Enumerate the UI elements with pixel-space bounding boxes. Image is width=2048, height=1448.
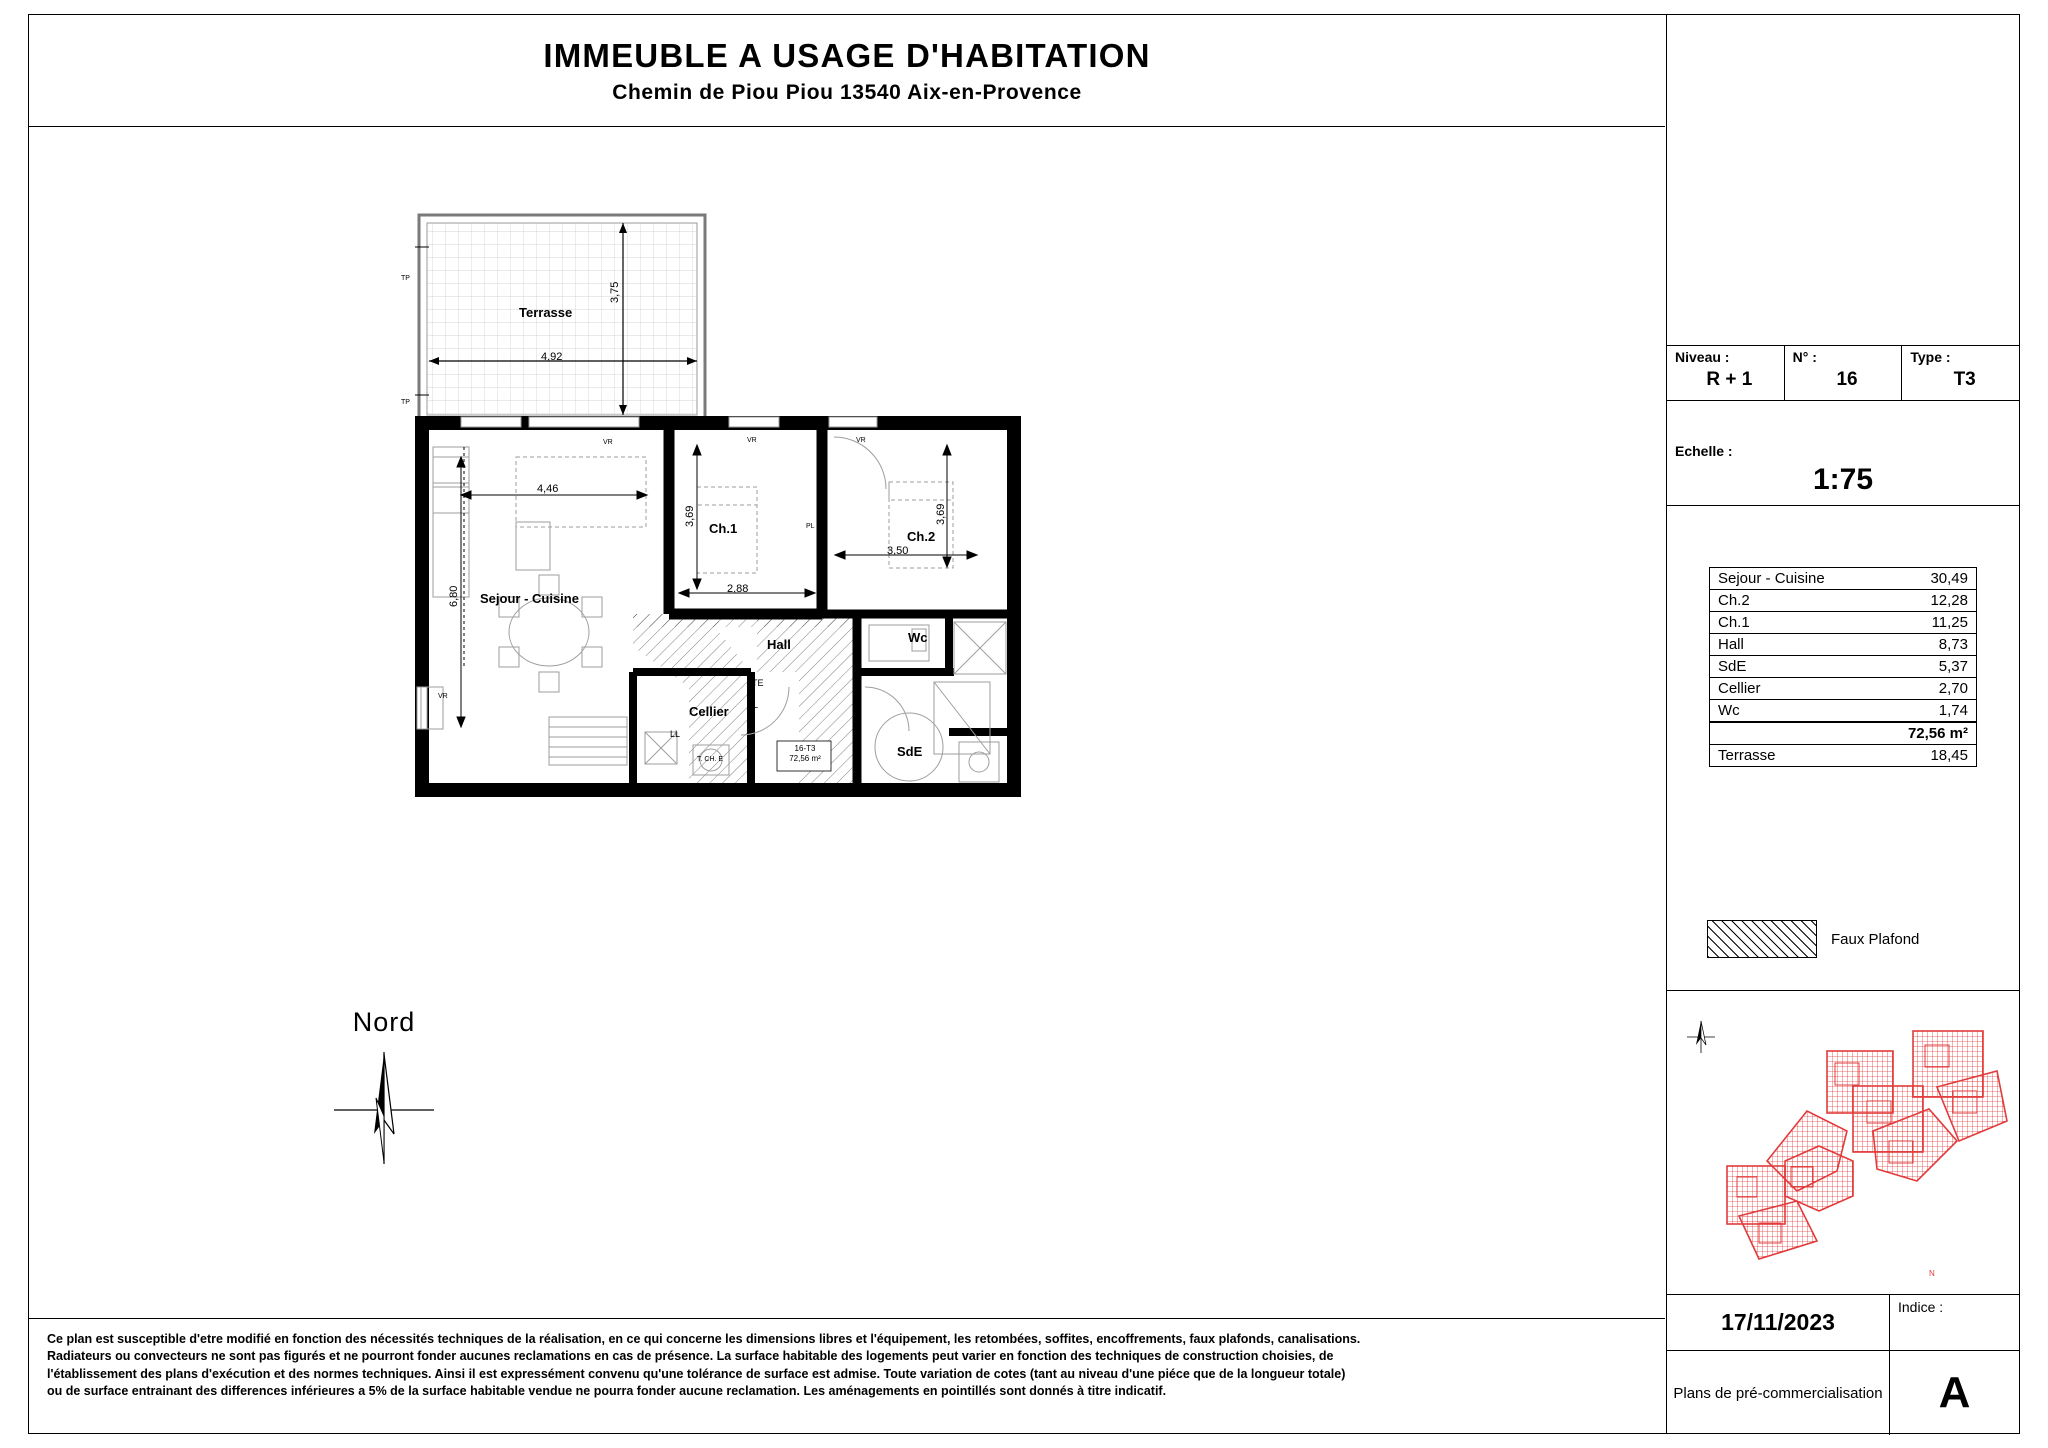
surface-name-terrasse: Terrasse — [1718, 747, 1776, 764]
surface-name: Cellier — [1718, 680, 1761, 697]
surface-name: Sejour - Cuisine — [1718, 570, 1825, 587]
tag-tche: T. CH. E — [697, 756, 724, 763]
surface-value: 8,73 — [1938, 636, 1968, 653]
tag-pl-1: PL — [806, 523, 815, 530]
room-label-sde: SdE — [897, 744, 923, 759]
surface-name: Hall — [1718, 636, 1744, 653]
disclaimer-line-3: l'établissement des plans d'exécution et des normes techniques. Ainsi il est expressément convenu qu'une tolérance de surface est admise. Toute variation de cotes (tant au niveau d'une piéce que de la longueur totale) — [47, 1366, 1346, 1381]
surface-total-value: 72,56 m² — [1907, 725, 1968, 742]
dimension-terrasse-width: 4,92 — [541, 351, 563, 363]
disclaimer-line-4: ou de surface entrainant des differences inférieures a 5% de la surface habitable vendue ne pourra fonder aucune reclamation. Les aménagements en pointillés sont donnés à titre indicatif. — [47, 1383, 1167, 1398]
room-label-sejour-cuisine: Sejour - Cuisine — [480, 591, 579, 606]
type-label: Type : — [1910, 349, 1951, 365]
room-label-wc: Wc — [908, 630, 928, 645]
dimension-ch1-width: 2,88 — [727, 583, 749, 595]
drawing-sheet — [28, 14, 2020, 1434]
revision-block — [1667, 1295, 2019, 1435]
dimension-sejour-depth: 6,80 — [448, 585, 460, 607]
surface-name: Ch.1 — [1718, 614, 1750, 631]
table-row — [1710, 590, 1976, 612]
disclaimer-block — [29, 1318, 1665, 1433]
indice-label: Indice : — [1889, 1295, 2019, 1350]
surface-value-terrasse: 18,45 — [1930, 747, 1968, 764]
scale-block — [1667, 440, 2019, 506]
table-row — [1710, 634, 1976, 656]
svg-text:N: N — [1929, 1269, 1935, 1278]
key-plan — [1667, 990, 2019, 1295]
disclaimer-line-2: Radiateurs ou convecteurs ne sont pas figurés et ne pourront fonder aucunes reclamations en cas de présence. La surface habitable des logements peut varier en fonction des techniques de construction choisies, de — [47, 1349, 1334, 1364]
echelle-label: Echelle : — [1675, 443, 1733, 459]
compass — [314, 1007, 454, 1177]
room-label-ch2: Ch.2 — [907, 529, 936, 544]
unit-stamp — [777, 741, 831, 771]
surface-value: 12,28 — [1930, 592, 1968, 609]
surface-value: 1,74 — [1938, 702, 1968, 719]
title-block — [29, 15, 1665, 127]
surface-total-row — [1710, 722, 1976, 745]
surface-value: 30,49 — [1930, 570, 1968, 587]
terrasse-area — [415, 215, 705, 423]
surface-name: Wc — [1718, 702, 1740, 719]
table-row — [1710, 568, 1976, 590]
floor-plan-svg — [29, 127, 1665, 1317]
table-row — [1710, 678, 1976, 700]
stamp-unit-area: 72,56 m² — [789, 754, 821, 763]
dimension-ch2-width: 3,50 — [887, 545, 909, 557]
level-info-table — [1667, 345, 2019, 401]
hatch-swatch-icon — [1707, 920, 1817, 958]
floor-plan — [29, 127, 1665, 1317]
tag-vr-2: VR — [747, 437, 757, 444]
compass-label: Nord — [352, 1007, 416, 1037]
type-cell — [1902, 346, 2019, 400]
legend-label-faux-plafond: Faux Plafond — [1831, 930, 1920, 948]
surface-table — [1709, 567, 1977, 767]
compass-rose-icon — [314, 1038, 454, 1168]
page-subtitle: Chemin de Piou Piou 13540 Aix-en-Provence — [612, 80, 1082, 104]
legend — [1707, 920, 1919, 958]
stamp-unit-code: 16-T3 — [794, 744, 816, 753]
table-row — [1710, 700, 1976, 722]
side-panel — [1666, 15, 2019, 1433]
numero-cell — [1785, 346, 1903, 400]
numero-value: 16 — [1836, 369, 1858, 390]
plans-label: Plans de pré-commercialisation — [1673, 1384, 1883, 1402]
key-plan-svg — [1667, 991, 2020, 1294]
room-label-hall: Hall — [767, 637, 791, 652]
dimension-sejour-width: 4,46 — [537, 483, 559, 495]
dimension-terrasse-depth: 3,75 — [609, 281, 621, 303]
numero-label: N° : — [1792, 349, 1817, 365]
page-title: IMMEUBLE A USAGE D'HABITATION — [543, 36, 1151, 74]
niveau-label: Niveau : — [1675, 349, 1730, 365]
tag-vr-1: VR — [603, 439, 613, 446]
room-label-terrasse: Terrasse — [519, 305, 573, 320]
surface-name: Ch.2 — [1718, 592, 1750, 609]
room-label-cellier: Cellier — [689, 704, 729, 719]
dimension-ch2-depth: 3,69 — [935, 503, 947, 525]
dimension-ch1-depth: 3,69 — [684, 505, 696, 527]
table-row — [1710, 656, 1976, 678]
drawing-date: 17/11/2023 — [1721, 1309, 1835, 1335]
table-row — [1710, 745, 1976, 766]
surface-value: 2,70 — [1938, 680, 1968, 697]
surface-value: 11,25 — [1931, 614, 1968, 631]
echelle-value: 1:75 — [1812, 463, 1874, 496]
tag-te: TE — [752, 678, 764, 688]
indice-value: A — [1889, 1351, 2019, 1435]
tag-vr-3: VR — [856, 437, 866, 444]
tag-tp-top: TP — [401, 275, 410, 282]
table-row — [1710, 612, 1976, 634]
surface-name: SdE — [1718, 658, 1747, 675]
room-label-ch1: Ch.1 — [709, 521, 738, 536]
tag-tp-bottom: TP — [401, 399, 410, 406]
tag-pl-2: PL — [747, 700, 759, 710]
tag-vr-4: VR — [438, 693, 448, 700]
tag-ll: LL — [670, 729, 681, 739]
niveau-value: R + 1 — [1706, 369, 1753, 390]
disclaimer-line-1: Ce plan est susceptible d'etre modifié en fonction des nécessités techniques de la réalisation, en ce qui concerne les dimensions libres et l'équipement, les retombées, soffites, encoffrements, faux plafonds, canalisations. — [47, 1332, 1361, 1346]
type-value: T3 — [1953, 369, 1976, 390]
surface-value: 5,37 — [1938, 658, 1968, 675]
niveau-cell — [1667, 346, 1785, 400]
